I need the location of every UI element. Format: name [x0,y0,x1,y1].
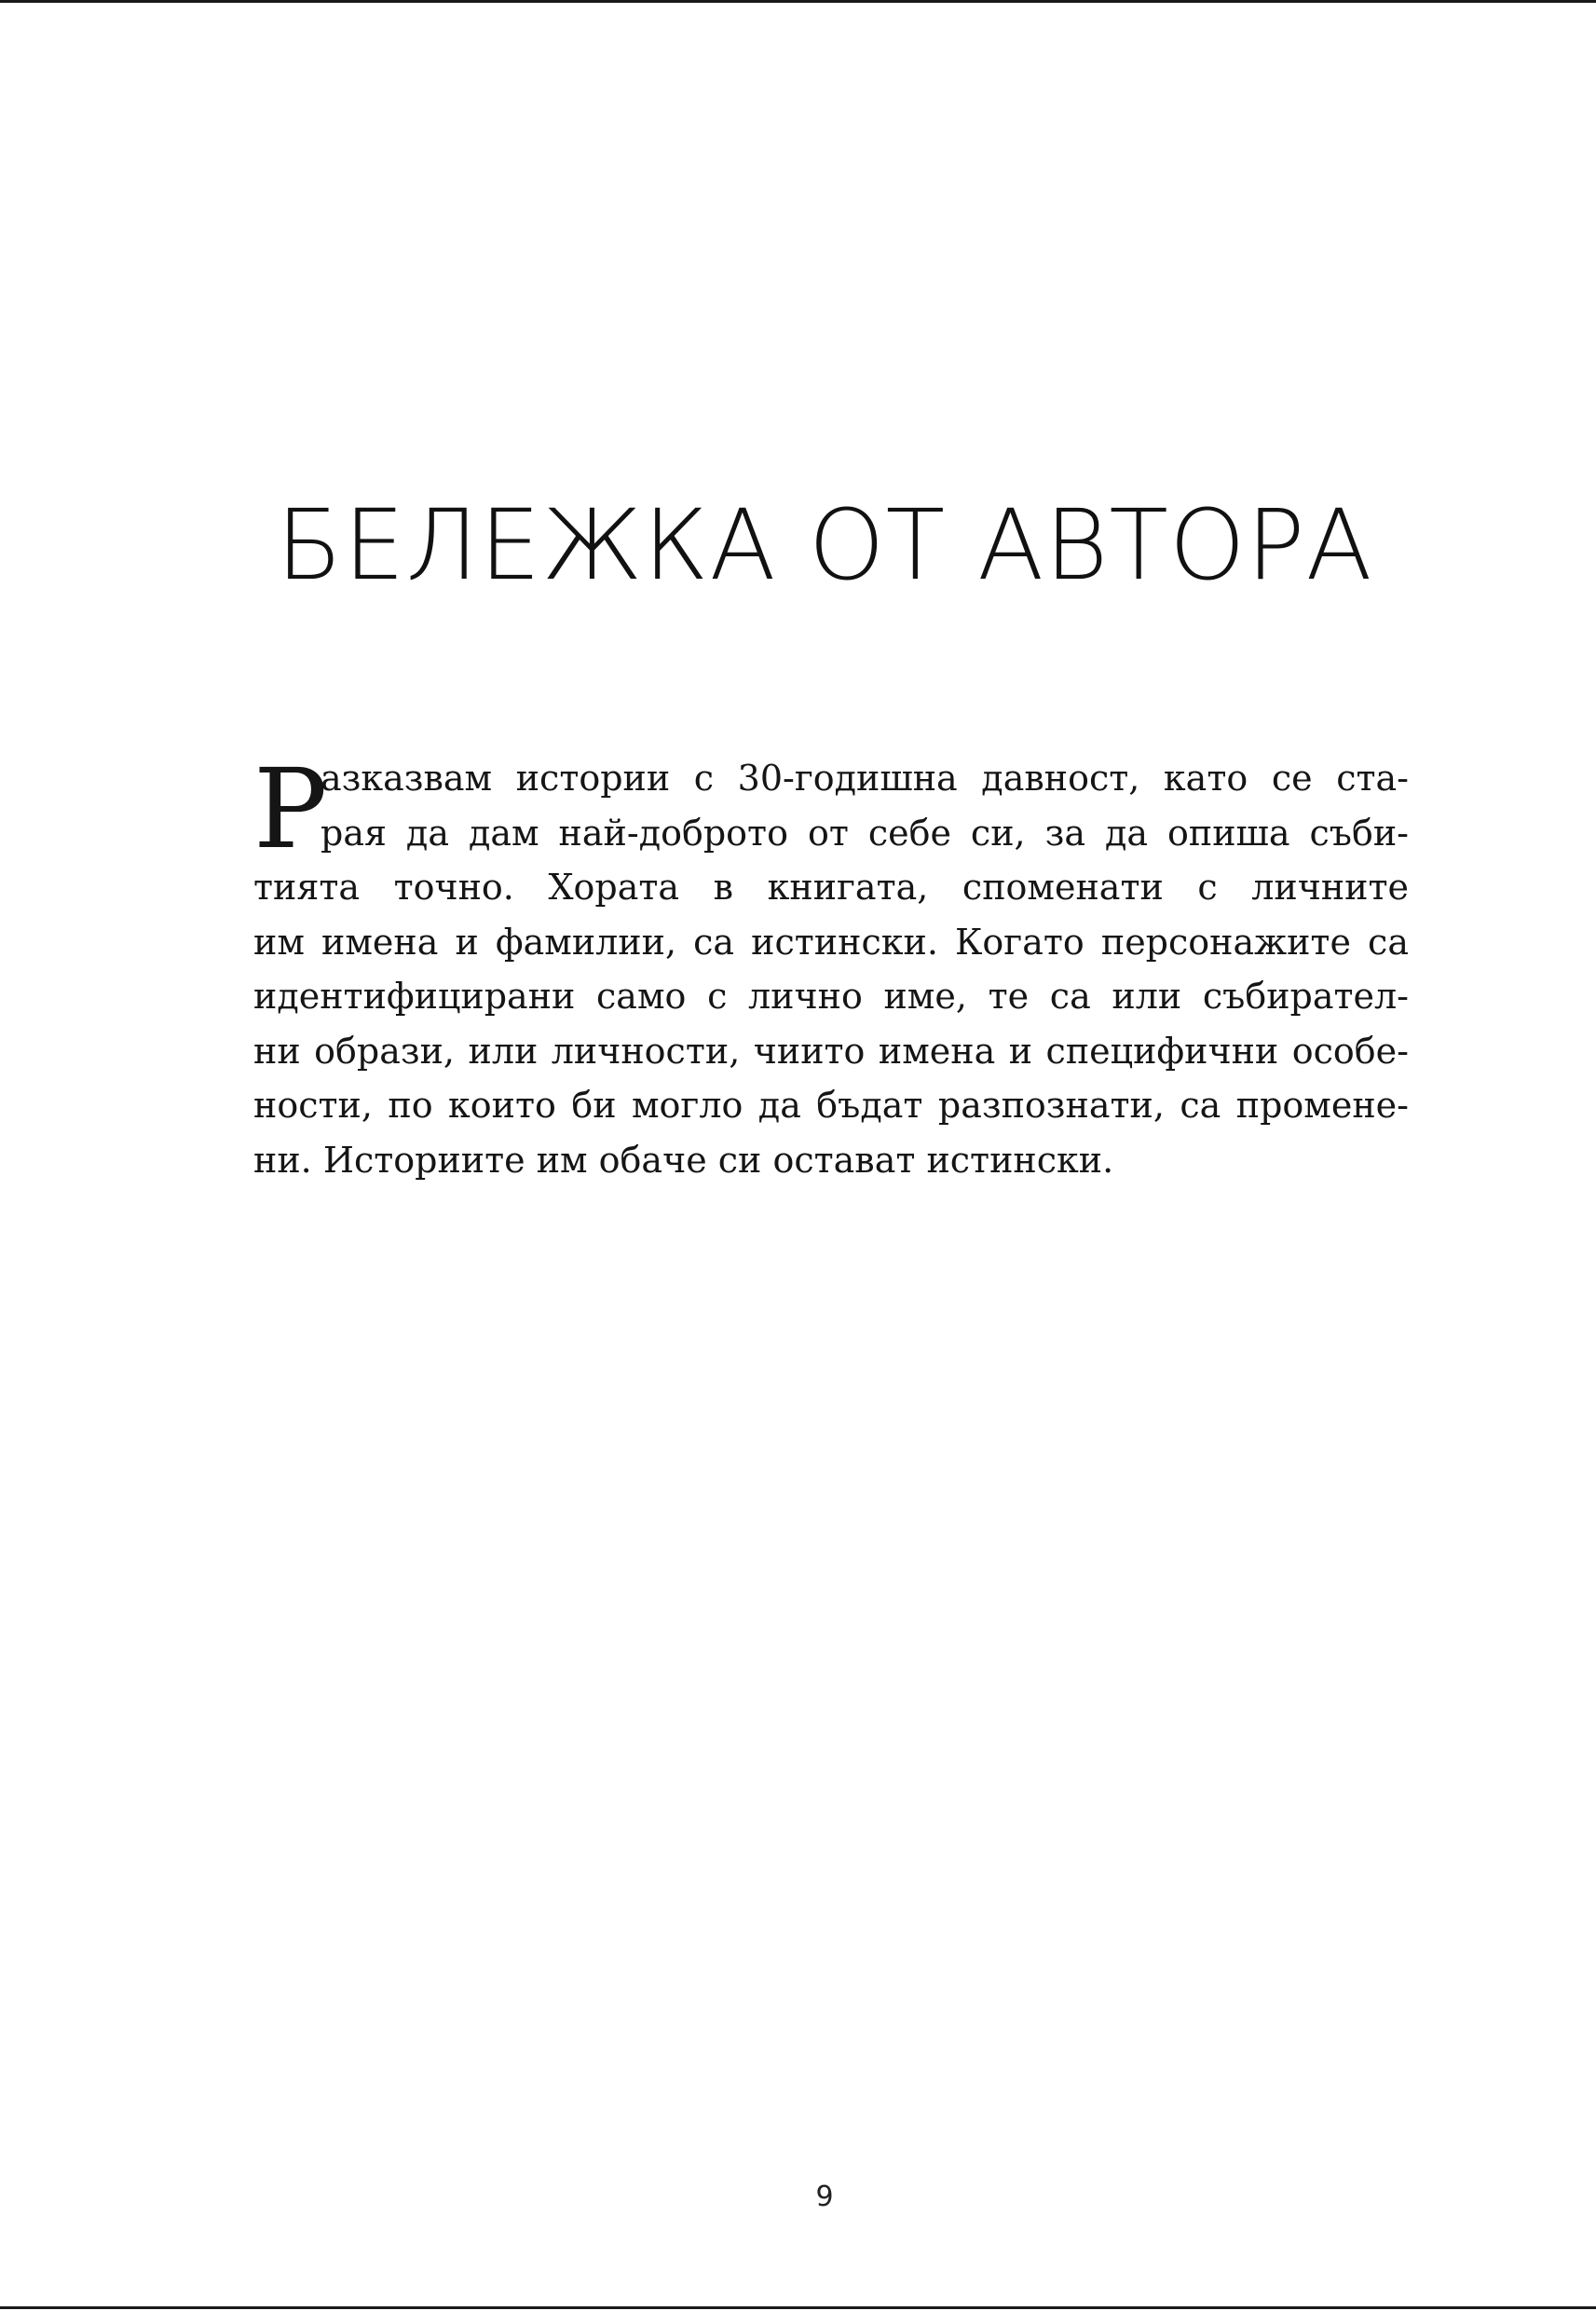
paragraph-line-5: идентифицирани само с лично име, те са или събирател- [253,976,1409,1017]
drop-cap: Р [253,745,328,873]
chapter-title: БЕЛЕЖКА ОТ АВТОРА [276,488,1373,602]
page-number: 9 [815,2181,834,2213]
author-note-paragraph [253,745,1409,1187]
paragraph-line-2: рая да дам най-доброто от себе си, за да опиша съби- [321,812,1409,854]
bottom-border [0,2306,1596,2309]
paragraph-line-3: тията точно. Хората в книгата, споменати с личните [253,867,1409,908]
paragraph-line-6: ни образи, или личности, чиито имена и специфични особе- [253,1030,1409,1072]
paragraph-line-7: ности, по които би могло да бъдат разпознати, са промене- [253,1085,1409,1126]
top-border [0,0,1596,3]
paragraph-line-1: азказвам истории с 30-годишна давност, като се ста- [321,758,1409,799]
paragraph-line-8: ни. Историите им обаче си остават истински. [253,1139,1114,1181]
paragraph-line-4: им имена и фамилии, са истински. Когато персонажите са [253,921,1409,963]
